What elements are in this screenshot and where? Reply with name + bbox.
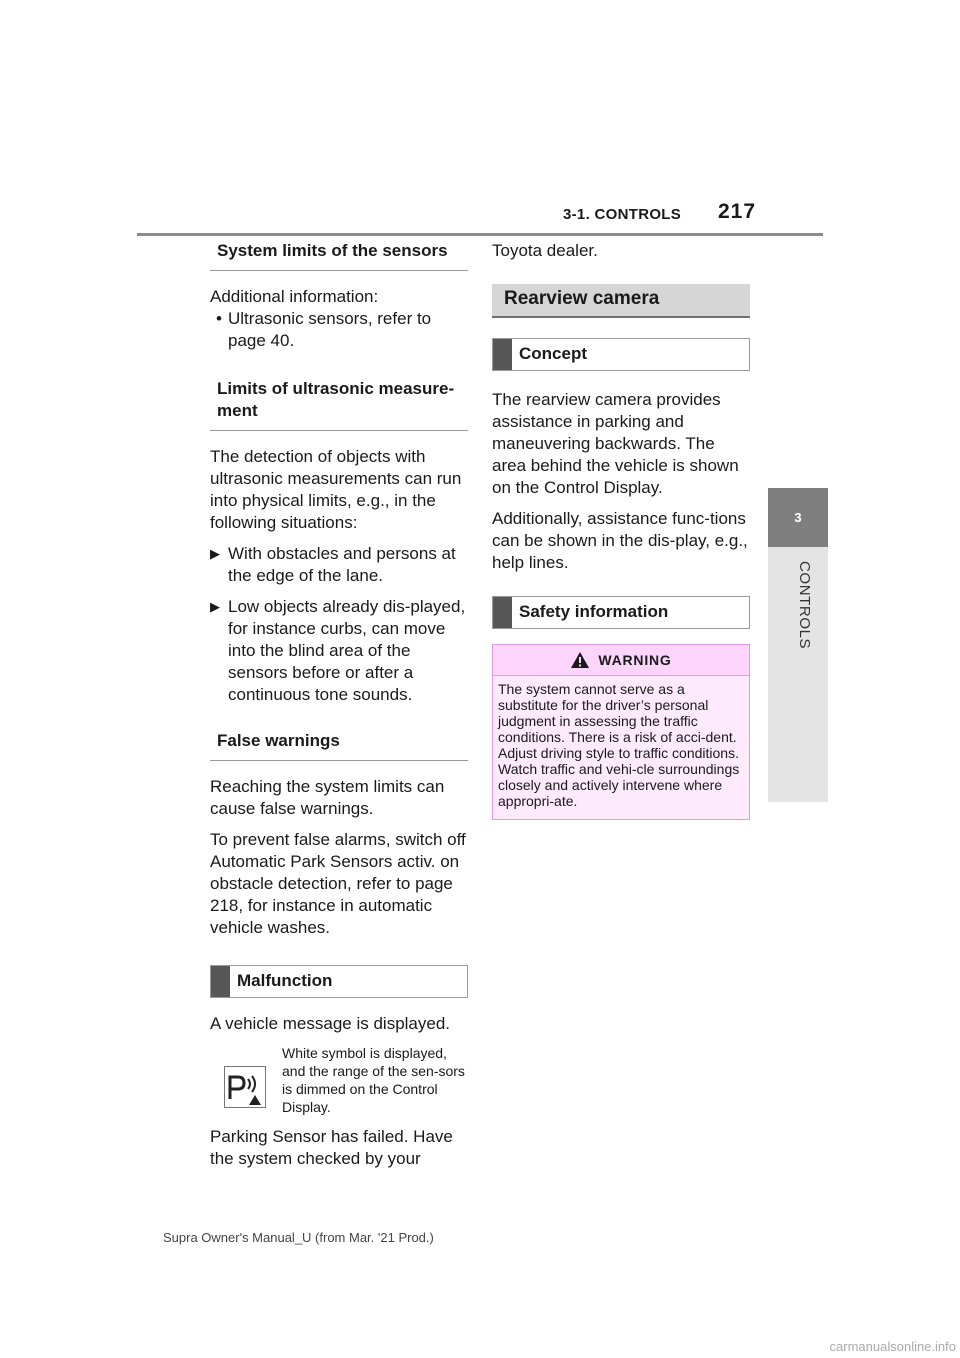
- additional-info-item: [210, 308, 468, 352]
- heading-false-warnings: False warnings: [210, 730, 468, 761]
- list-item: [210, 543, 468, 587]
- heading-marker: [493, 339, 512, 370]
- heading-ultrasonic-limits: Limits of ultrasonic measure-ment: [210, 378, 468, 431]
- heading-system-limits: System limits of the sensors: [210, 240, 468, 271]
- heading-safety-text: Safety information: [519, 602, 669, 621]
- bullet-dot: •: [216, 309, 222, 328]
- additional-info: Additional information:: [210, 287, 379, 306]
- watermark: carmanualsonline.info: [829, 1339, 956, 1354]
- list-item-text: Low objects already dis-played, for instance curbs, can move into the blind area of the sensors before or after a continuous tone sounds.: [228, 597, 466, 704]
- warning-header: [493, 645, 749, 676]
- concept-text-2: Additionally, assistance func-tions can be shown in the dis-play, e.g., help lines.: [492, 509, 748, 572]
- symbol-text: White symbol is displayed, and the range of the sen-sors is dimmed on the Control Display.: [282, 1045, 465, 1115]
- warning-triangle-icon: [570, 651, 590, 669]
- heading-marker: [211, 966, 230, 997]
- additional-info-item-text: Ultrasonic sensors, refer to page 40.: [228, 309, 432, 350]
- continuation-text: Toyota dealer.: [492, 241, 598, 260]
- malfunction-text: A vehicle message is displayed.: [210, 1014, 451, 1033]
- heading-concept: [492, 338, 750, 371]
- warning-label: WARNING: [598, 652, 672, 668]
- triangle-right-icon: ▶: [210, 599, 220, 614]
- right-column: [492, 240, 750, 820]
- header-rule: [137, 233, 823, 236]
- false-warnings-text-2: To prevent false alarms, switch off Automatic Park Sensors activ. on obstacle detection, refer to page 218, for instance in automatic vehicle washes.: [210, 830, 466, 937]
- parking-sensor-icon: [224, 1066, 266, 1108]
- chapter-tab-label: CONTROLS: [796, 561, 813, 650]
- concept-text-1: The rearview camera provides assistance in parking and maneuvering backwards. The area behind the vehicle is shown on the Control Display.: [492, 390, 739, 497]
- page-number: 217: [718, 200, 757, 223]
- heading-malfunction: [210, 965, 468, 998]
- heading-concept-text: Concept: [519, 344, 587, 363]
- heading-safety-information: [492, 596, 750, 629]
- section-title: 3-1. CONTROLS: [563, 206, 682, 223]
- list-item-text: With obstacles and persons at the edge of the lane.: [228, 544, 456, 585]
- warning-text: The system cannot serve as a substitute for the driver’s personal judgment in assessing the traffic conditions. There is a risk of acci-dent. Adjust driving style to traffic conditions. Watch traffic and vehi-cle surroundings closely and actively intervene where appropri-ate.: [493, 676, 749, 819]
- failed-text: Parking Sensor has failed. Have the system checked by your: [210, 1127, 453, 1168]
- left-column: [210, 240, 468, 1179]
- heading-rearview-camera: Rearview camera: [492, 284, 750, 318]
- list-item: [210, 596, 468, 706]
- heading-malfunction-text: Malfunction: [237, 971, 333, 990]
- warning-box: [492, 644, 750, 820]
- heading-marker: [493, 597, 512, 628]
- triangle-right-icon: ▶: [210, 546, 220, 561]
- detection-text: The detection of objects with ultrasonic measurements can run into physical limits, e.g., in the following situations:: [210, 447, 462, 532]
- false-warnings-text-1: Reaching the system limits can cause false warnings.: [210, 777, 445, 818]
- symbol-row: [210, 1044, 468, 1116]
- footer-text: Supra Owner's Manual_U (from Mar. '21 Prod.): [163, 1230, 434, 1245]
- chapter-tab-number: 3: [768, 488, 828, 547]
